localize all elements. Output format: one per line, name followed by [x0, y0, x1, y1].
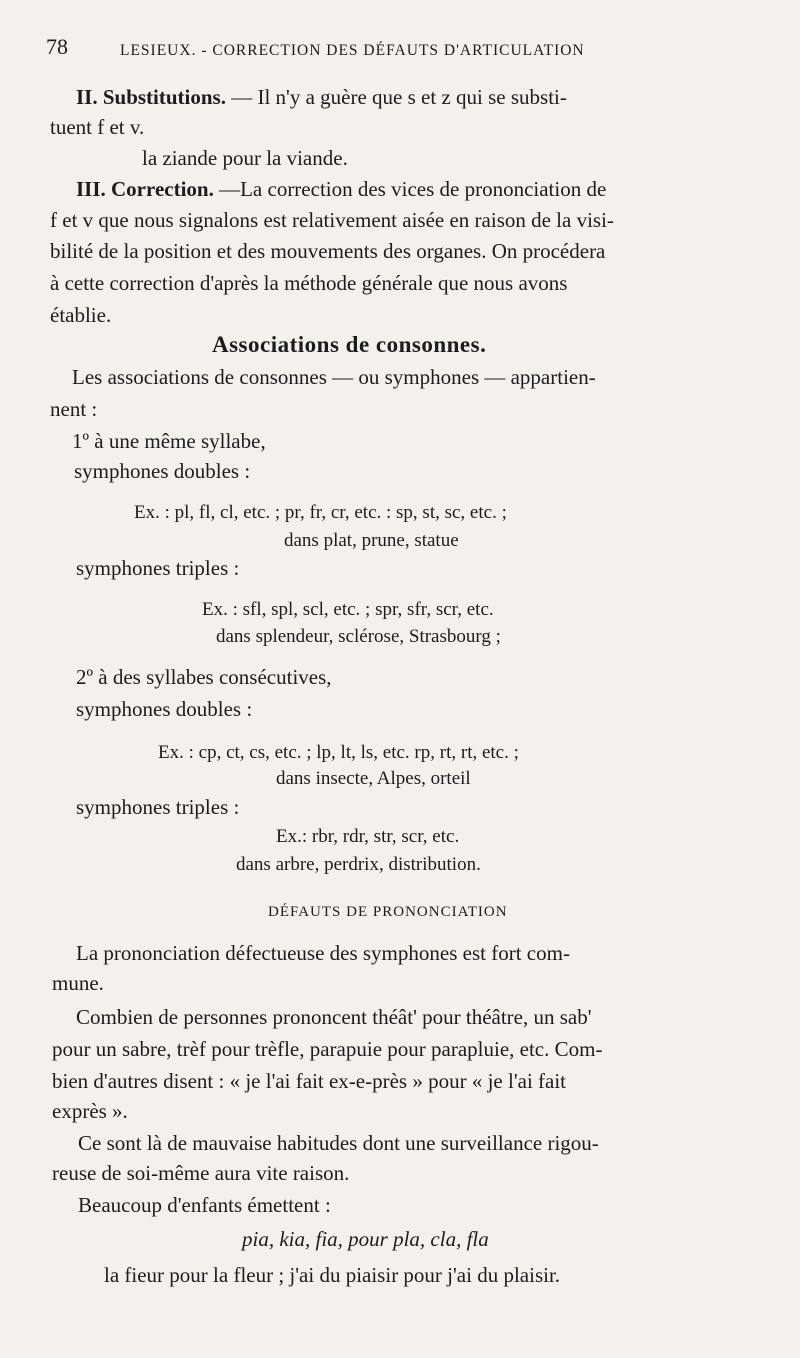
triples-in-1: dans splendeur, sclérose, Strasbourg ;	[216, 626, 501, 647]
defauts-p4-line-1: Beaucoup d'enfants émettent :	[78, 1193, 331, 1217]
section-iii-line-3: bilité de la position et des mouvements des organes. On procédera	[50, 239, 606, 263]
triples-label-2: symphones triples :	[76, 795, 240, 819]
running-title: LESIEUX. - CORRECTION DES DÉFAUTS D'ARTICULATION	[120, 42, 585, 59]
doubles-in-1: dans plat, prune, statue	[284, 530, 459, 551]
triples-in-2: dans arbre, perdrix, distribution.	[236, 854, 481, 875]
associations-intro-2: nent :	[50, 397, 98, 421]
triples-example-2: Ex.: rbr, rdr, str, scr, etc.	[276, 826, 460, 847]
section-iii-line-4: à cette correction d'après la méthode générale que nous avons	[50, 271, 568, 295]
defauts-p2-line-3: bien d'autres disent : « je l'ai fait ex-e-près » pour « je l'ai fait	[52, 1069, 567, 1093]
defauts-p3-line-1: Ce sont là de mauvaise habitudes dont une surveillance rigou-	[78, 1131, 599, 1155]
defauts-title: DÉFAUTS DE PRONONCIATION	[268, 904, 508, 920]
doubles-example-2: Ex. : cp, ct, cs, etc. ; lp, lt, ls, etc. rp, rt, rt, etc. ;	[158, 742, 519, 763]
section-ii-line-2: tuent f et v.	[50, 115, 145, 139]
doubles-in-2: dans insecte, Alpes, orteil	[276, 768, 471, 789]
section-ii-heading: II. Substitutions.	[76, 85, 226, 109]
section-ii-example: la ziande pour la viande.	[142, 146, 348, 170]
doubles-label-2: symphones doubles :	[76, 697, 253, 721]
section-iii-line-2: f et v que nous signalons est relativement aisée en raison de la visi-	[50, 208, 614, 232]
defauts-p1-line-2: mune.	[52, 971, 104, 995]
associations-item-2: 2º à des syllabes consécutives,	[76, 665, 332, 689]
doubles-label-1: symphones doubles :	[74, 459, 251, 483]
defauts-p2-line-4: exprès ».	[52, 1099, 128, 1123]
defauts-p2-line-2: pour un sabre, trèf pour trèfle, parapuie pour parapluie, etc. Com-	[52, 1037, 603, 1061]
triples-label-1: symphones triples :	[76, 556, 240, 580]
associations-intro-1: Les associations de consonnes — ou symphones — appartien-	[72, 365, 596, 389]
defauts-p2-line-1: Combien de personnes prononcent théât' pour théâtre, un sab'	[76, 1005, 592, 1029]
page-number: 78	[46, 34, 68, 59]
associations-item-1: 1º à une même syllabe,	[72, 429, 266, 453]
section-iii-line-5: établie.	[50, 303, 112, 327]
section-iii-heading: III. Correction.	[76, 177, 214, 201]
section-iii-line-1: III. Correction. —La correction des vices de prononciation de	[76, 177, 607, 201]
doubles-example-1: Ex. : pl, fl, cl, etc. ; pr, fr, cr, etc. : sp, st, sc, etc. ;	[134, 502, 507, 523]
triples-example-1: Ex. : sfl, spl, scl, etc. ; spr, sfr, scr, etc.	[202, 599, 494, 620]
defauts-p4-line-3: la fieur pour la fleur ; j'ai du piaisir pour j'ai du plaisir.	[104, 1263, 561, 1287]
defauts-p1-line-1: La prononciation défectueuse des symphones est fort com-	[76, 941, 570, 965]
associations-title: Associations de consonnes.	[212, 332, 487, 357]
defauts-p3-line-2: reuse de soi-même aura vite raison.	[52, 1161, 350, 1185]
section-ii-line-1: II. Substitutions. — Il n'y a guère que s et z qui se substi-	[76, 85, 567, 109]
defauts-p4-example: pia, kia, fia, pour pla, cla, fla	[242, 1227, 489, 1251]
